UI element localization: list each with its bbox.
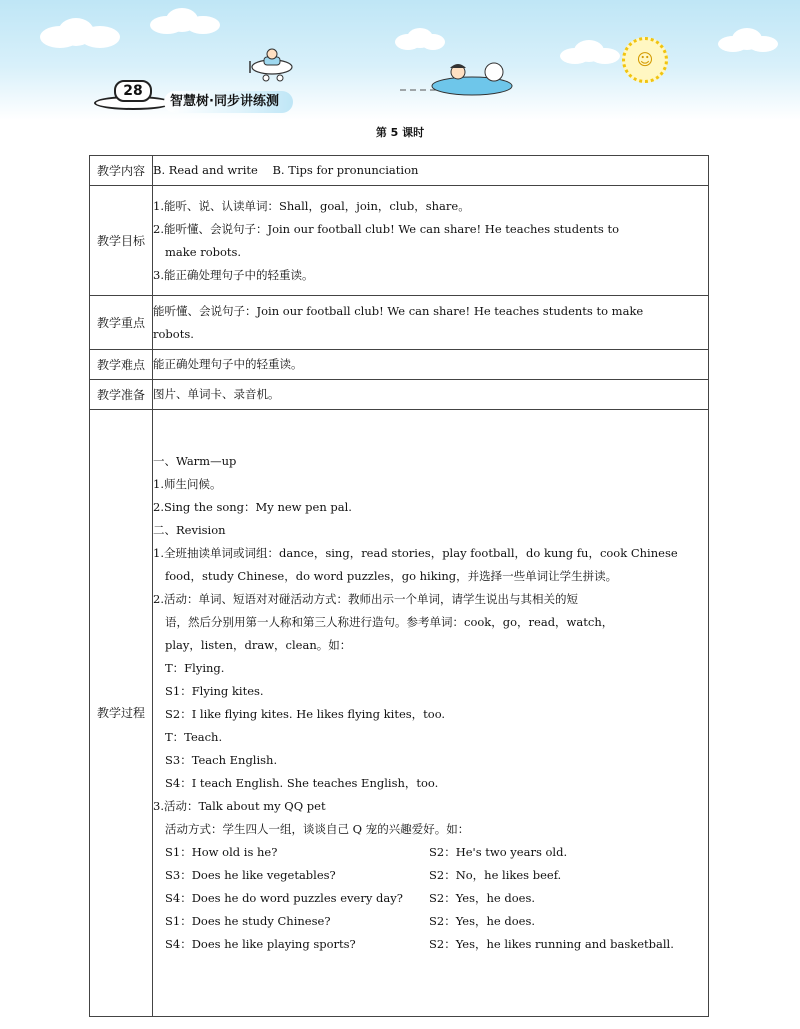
row-text — [153, 350, 709, 380]
cloud-decoration — [560, 40, 620, 64]
cloud-decoration — [718, 28, 778, 52]
text-line: S2：I like flying kites. He likes flying kites，too. — [165, 707, 446, 721]
row-teaching-content — [90, 156, 709, 186]
cloud-decoration — [395, 28, 445, 50]
lesson-plan-table — [89, 155, 709, 1017]
text-line: 能正确处理句子中的轻重读。 — [153, 357, 303, 371]
row-teaching-goals — [90, 186, 709, 296]
page-number: 28 — [114, 80, 152, 102]
text-line: 1.能听、说、认读单词：Shall，goal，join，club，share。 — [153, 198, 470, 213]
row-label: 教学难点 — [90, 350, 153, 380]
dialogue-answer: S2：No，he likes beef. — [429, 868, 562, 882]
boat-illustration — [400, 60, 520, 100]
row-label: 教学内容 — [90, 156, 153, 186]
text-line: make robots. — [165, 244, 242, 259]
row-preparation — [90, 380, 709, 410]
text-line: T：Flying. — [165, 661, 225, 675]
dialogue-answer: S2：He's two years old. — [429, 845, 568, 859]
dialogue-question: S1：How old is he? — [165, 845, 278, 859]
cloud-decoration — [150, 8, 220, 34]
text-line: 2.能听懂、会说句子：Join our football club! We can share! He teaches students to — [153, 221, 620, 236]
text-line: food，study Chinese，do word puzzles，go hiking，并选择一些单词让学生拼读。 — [165, 569, 618, 583]
text-line: S4：I teach English. She teaches English，too. — [165, 776, 439, 790]
text-line: 活动方式：学生四人一组，谈谈自己 Q 宠的兴趣爱好。如： — [165, 822, 470, 836]
text-line: 图片、单词卡、录音机。 — [153, 387, 280, 401]
dialogue-question: S4：Does he like playing sports? — [165, 937, 356, 951]
dialogue-row — [153, 864, 708, 887]
text-line: 2.活动：单词、短语对对碰活动方式：教师出示一个单词，请学生说出与其相关的短 — [153, 592, 578, 606]
text-line: 1.全班抽读单词或词组：dance，sing，read stories，play football，do kung fu，cook Chinese — [153, 546, 678, 560]
dialogue-row — [153, 841, 708, 864]
series-title: 智慧树·同步讲练测 — [164, 91, 293, 113]
dialogue-row — [153, 910, 708, 933]
dialogue-answer: S2：Yes，he does. — [429, 914, 536, 928]
row-label: 教学准备 — [90, 380, 153, 410]
text-line: 二、Revision — [153, 523, 226, 537]
dialogue-question: S1：Does he study Chinese? — [165, 914, 331, 928]
row-label: 教学目标 — [90, 186, 153, 296]
row-text — [153, 156, 709, 186]
row-label: 教学重点 — [90, 296, 153, 350]
text-line: 3.能正确处理句子中的轻重读。 — [153, 267, 314, 282]
text-line: S3：Teach English. — [165, 753, 278, 767]
cloud-decoration — [40, 18, 120, 48]
text-line: play，listen，draw，clean。如： — [165, 638, 352, 652]
text-line: T：Teach. — [165, 730, 223, 744]
text-line: 1.师生问候。 — [153, 477, 222, 491]
row-teaching-process — [90, 410, 709, 1017]
row-text — [153, 296, 709, 350]
airplane-illustration — [244, 45, 300, 85]
text-line: 2.Sing the song：My new pen pal. — [153, 500, 352, 514]
row-key-points — [90, 296, 709, 350]
text-line: 语，然后分别用第一人称和第三人称进行造句。参考单词：cook，go，read，watch， — [165, 615, 614, 629]
row-label: 教学过程 — [90, 410, 153, 1017]
sun-icon: ☺ — [622, 37, 668, 83]
content-text: B. Read and write B. Tips for pronunciation — [153, 163, 419, 177]
dialogue-question: S4：Does he do word puzzles every day? — [165, 891, 403, 905]
row-difficulties — [90, 350, 709, 380]
text-line: 3.活动：Talk about my QQ pet — [153, 799, 326, 813]
dialogue-answer: S2：Yes，he does. — [429, 891, 536, 905]
dialogue-answer: S2：Yes，he likes running and basketball. — [429, 937, 674, 951]
dialogue-question: S3：Does he like vegetables? — [165, 868, 336, 882]
row-text — [153, 380, 709, 410]
text-line: 一、Warm—up — [153, 454, 237, 468]
dialogue-row — [153, 933, 708, 956]
row-text — [153, 186, 709, 296]
text-line: S1：Flying kites. — [165, 684, 264, 698]
row-text — [153, 410, 709, 1017]
lesson-title: 第 5 课时 — [375, 126, 425, 139]
dialogue-row — [153, 887, 708, 910]
text-line: 能听懂、会说句子：Join our football club! We can share! He teaches students to make — [153, 303, 644, 318]
text-line: robots. — [153, 326, 194, 341]
header-banner — [0, 0, 800, 120]
